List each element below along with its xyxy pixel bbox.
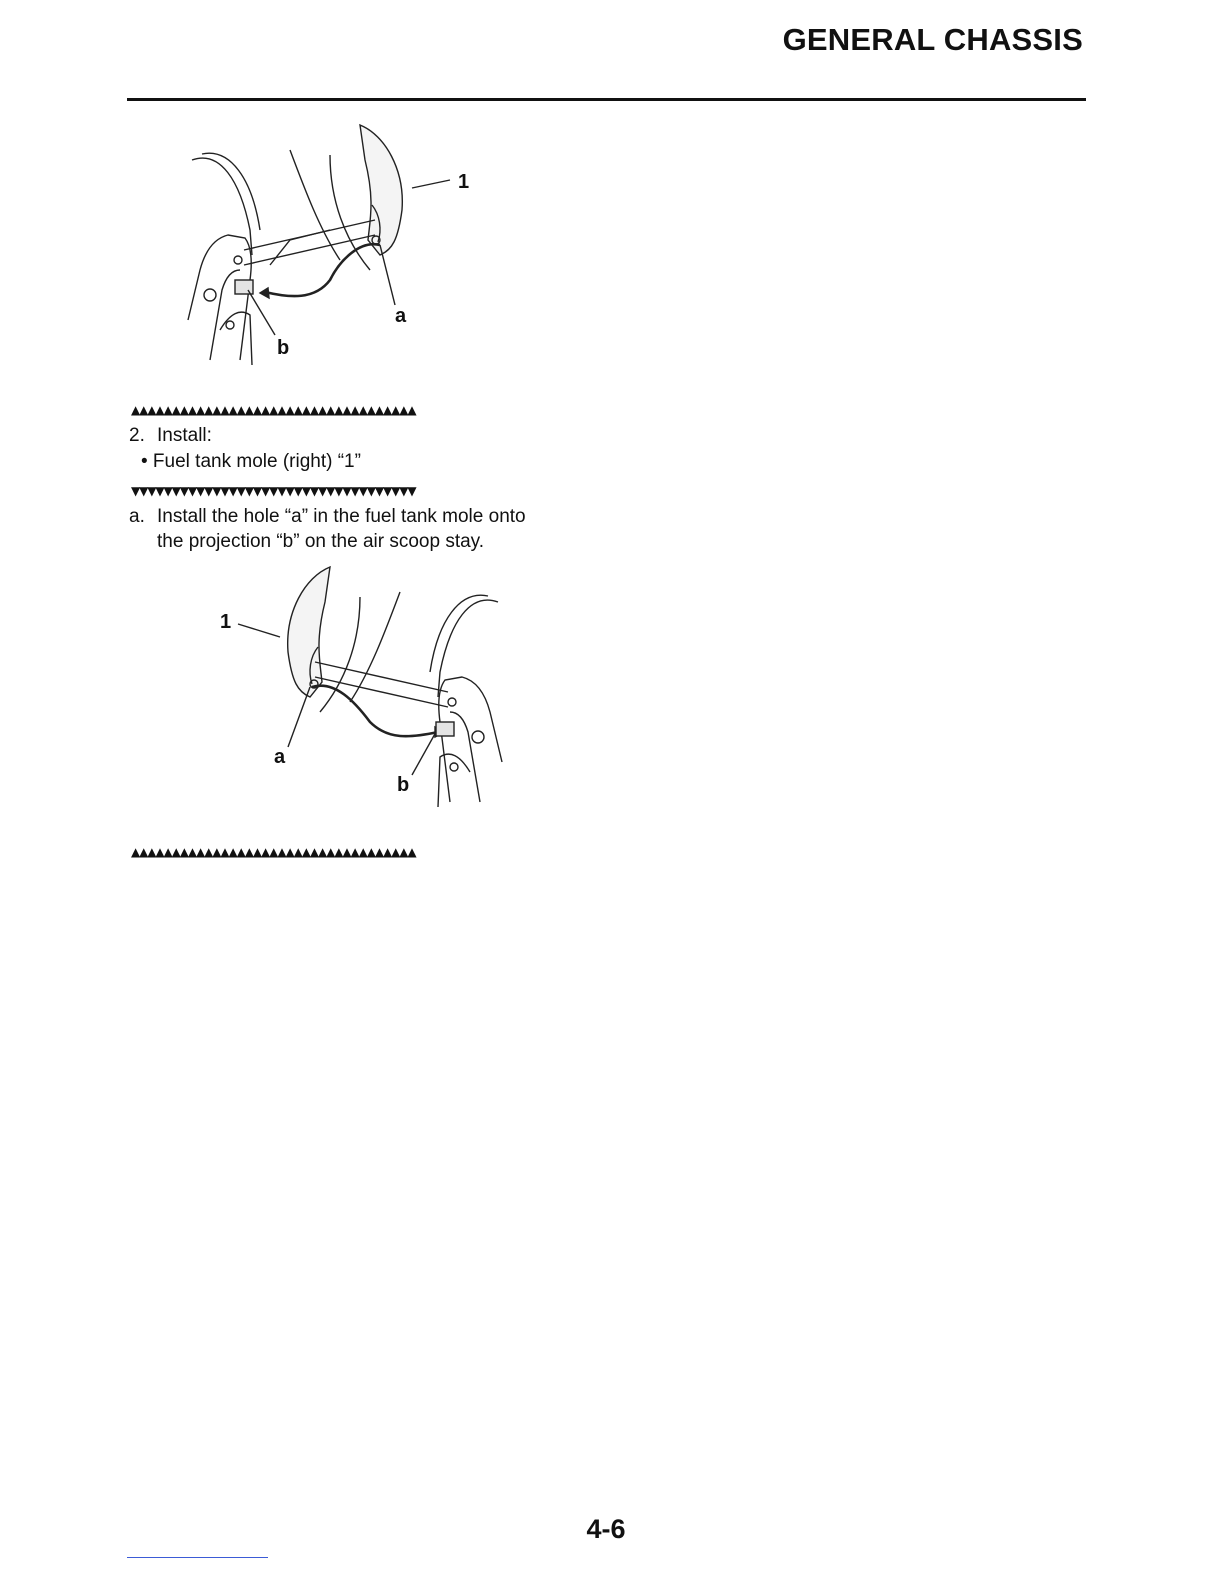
page-number: 4-6 — [586, 1514, 626, 1544]
figure-bottom-fuel-tank-mole-install — [210, 562, 510, 812]
substep-text-2: the projection “b” on the air scoop stay. — [157, 531, 485, 552]
page-header-title: GENERAL CHASSIS — [782, 22, 1083, 57]
callout-part-1: 1 — [458, 171, 470, 193]
figure-top-drawing — [188, 125, 450, 365]
section-start-marker: ▼▼▼▼▼▼▼▼▼▼▼▼▼▼▼▼▼▼▼▼▼▼▼▼▼▼▼▼▼▼▼▼▼▼▼ — [131, 484, 416, 498]
callout-projection-b: b — [277, 337, 290, 359]
substep-letter: a. — [129, 506, 145, 527]
substep-line-1 — [129, 505, 526, 528]
figure-top-fuel-tank-mole-removal — [180, 120, 480, 370]
callout-projection-b: b — [397, 774, 410, 796]
footer-link-underline[interactable] — [127, 1557, 268, 1558]
step-bullet-item: • Fuel tank mole (right) “1” — [141, 451, 361, 472]
section-end-marker: ▲▲▲▲▲▲▲▲▲▲▲▲▲▲▲▲▲▲▲▲▲▲▲▲▲▲▲▲▲▲▲▲▲▲▲ — [131, 403, 416, 417]
step-label: Install: — [157, 425, 212, 446]
callout-part-1: 1 — [220, 611, 232, 633]
substep-text-1: Install the hole “a” in the fuel tank mole onto — [157, 506, 526, 527]
step-line — [129, 424, 212, 447]
callout-hole-a: a — [274, 746, 286, 768]
callout-hole-a: a — [395, 305, 407, 327]
section-end-marker-bottom: ▲▲▲▲▲▲▲▲▲▲▲▲▲▲▲▲▲▲▲▲▲▲▲▲▲▲▲▲▲▲▲▲▲▲▲ — [131, 845, 416, 859]
figure-bottom-drawing — [238, 567, 502, 807]
header-divider — [127, 98, 1086, 101]
step-number: 2. — [129, 425, 145, 446]
